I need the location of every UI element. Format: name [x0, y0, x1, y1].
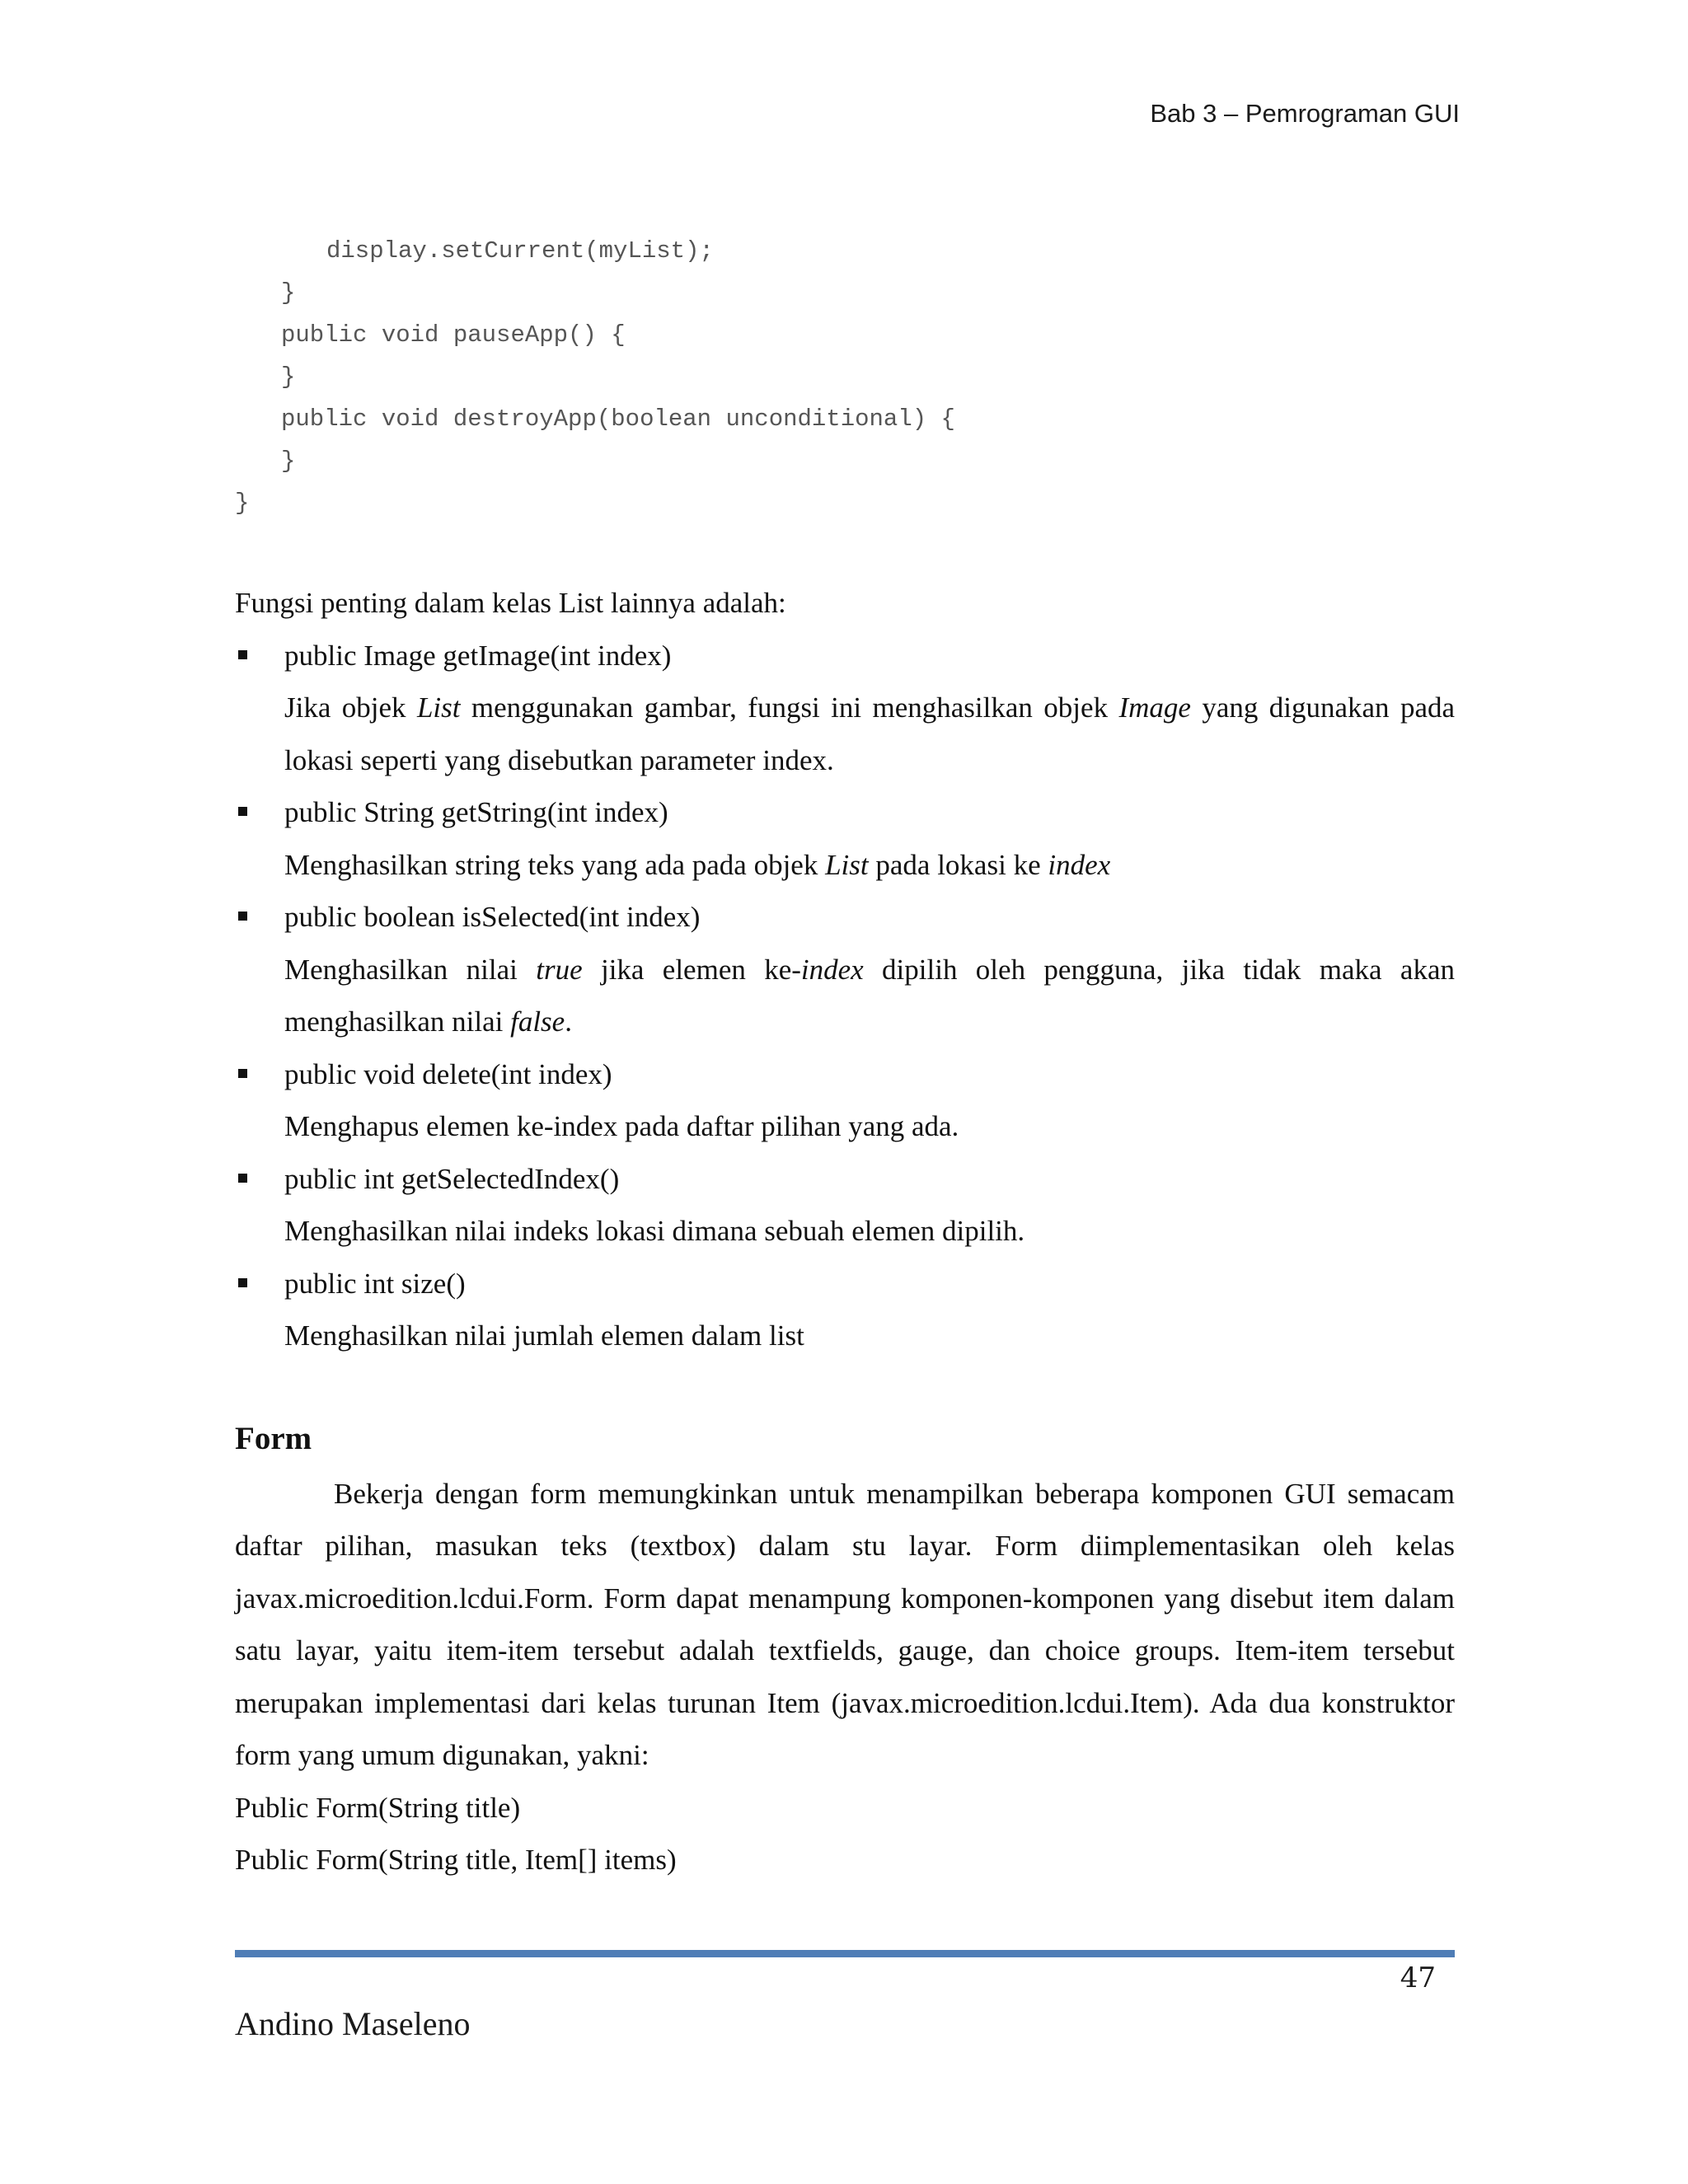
function-signature: public Image getImage(int index)	[284, 639, 672, 672]
emphasis-term: true	[536, 953, 583, 986]
code-line: }	[281, 448, 296, 475]
description-text: pada lokasi ke	[868, 848, 1048, 881]
function-signature: public boolean isSelected(int index)	[284, 901, 701, 933]
main-content	[235, 577, 1455, 1886]
function-item	[235, 1153, 1455, 1258]
function-item	[235, 1258, 1455, 1362]
description-text: yang digunakan pada lokasi seperti yang disebutkan parameter index.	[284, 691, 1456, 776]
code-line: public void destroyApp(boolean unconditional) {	[281, 405, 955, 433]
code-line: }	[281, 363, 296, 391]
code-line: public void pauseApp() {	[281, 321, 626, 349]
function-item	[235, 786, 1455, 891]
description-text: Menghapus elemen ke-index pada daftar pilihan yang ada.	[284, 1110, 959, 1142]
code-block	[235, 230, 955, 524]
emphasis-term: List	[416, 691, 461, 724]
section-title-form: Form	[235, 1420, 312, 1456]
author-name: Andino Maseleno	[235, 2005, 471, 2042]
function-item	[235, 630, 1455, 787]
function-list	[235, 630, 1455, 1362]
square-bullet-icon	[238, 1069, 247, 1078]
description-text: .	[565, 1005, 572, 1038]
function-description	[284, 944, 1455, 1048]
footer-rule	[235, 1950, 1455, 1957]
emphasis-term: Image	[1118, 691, 1191, 724]
form-paragraph: Bekerja dengan form memungkinkan untuk menampilkan beberapa komponen GUI semacam daftar pilihan, masukan teks (textbox) dalam stu layar. Form diimplementasikan oleh kelas javax.microedition.lcdui.Form. Form dapat menampung komponen-komponen yang disebut item dalam satu layar, yaitu item-item tersebut adalah textfields, gauge, dan choice groups. Item-item tersebut merupakan implementasi dari kelas turunan Item (javax.microedition.lcdui.Item). Ada dua konstruktor form yang umum digunakan, yakni:	[235, 1477, 1455, 1771]
list-functions-intro: Fungsi penting dalam kelas List lainnya adalah:	[235, 587, 786, 619]
function-signature: public int size()	[284, 1267, 466, 1300]
function-signature: public int getSelectedIndex()	[284, 1162, 620, 1195]
page-number: 47	[1400, 1961, 1436, 1994]
function-description	[284, 1205, 1455, 1258]
form-constructor-1: Public Form(String title)	[235, 1791, 521, 1824]
code-line: display.setCurrent(myList);	[326, 237, 714, 265]
description-text: Menghasilkan nilai indeks lokasi dimana sebuah elemen dipilih.	[284, 1215, 1025, 1247]
function-description	[284, 1310, 1455, 1362]
form-constructor-2: Public Form(String title, Item[] items)	[235, 1844, 677, 1876]
description-text: Menghasilkan nilai	[284, 953, 537, 986]
square-bullet-icon	[238, 650, 247, 659]
code-line: }	[235, 490, 250, 517]
function-signature: public void delete(int index)	[284, 1057, 612, 1090]
description-text: Jika objek	[284, 691, 417, 724]
description-text: Menghasilkan string teks yang ada pada objek	[284, 848, 826, 881]
running-header: Bab 3 – Pemrograman GUI	[1150, 99, 1460, 128]
emphasis-term: List	[825, 848, 869, 881]
emphasis-term: false	[510, 1005, 565, 1038]
square-bullet-icon	[238, 1174, 247, 1183]
code-line: }	[281, 279, 296, 307]
emphasis-term: index	[800, 953, 864, 986]
function-item	[235, 1048, 1455, 1153]
emphasis-term: index	[1048, 848, 1111, 881]
function-description	[284, 839, 1455, 892]
description-text: Menghasilkan nilai jumlah elemen dalam list	[284, 1319, 804, 1352]
description-text: dipilih oleh pengguna, jika tidak maka akan menghasilkan nilai	[284, 953, 1455, 1038]
square-bullet-icon	[238, 807, 247, 816]
square-bullet-icon	[238, 1278, 247, 1287]
function-item	[235, 891, 1455, 1048]
function-description	[284, 1100, 1455, 1153]
square-bullet-icon	[238, 912, 247, 921]
function-description	[284, 682, 1455, 786]
description-text: menggunakan gambar, fungsi ini menghasilkan objek	[460, 691, 1119, 724]
description-text: jika elemen ke-	[582, 953, 801, 986]
function-signature: public String getString(int index)	[284, 796, 668, 828]
